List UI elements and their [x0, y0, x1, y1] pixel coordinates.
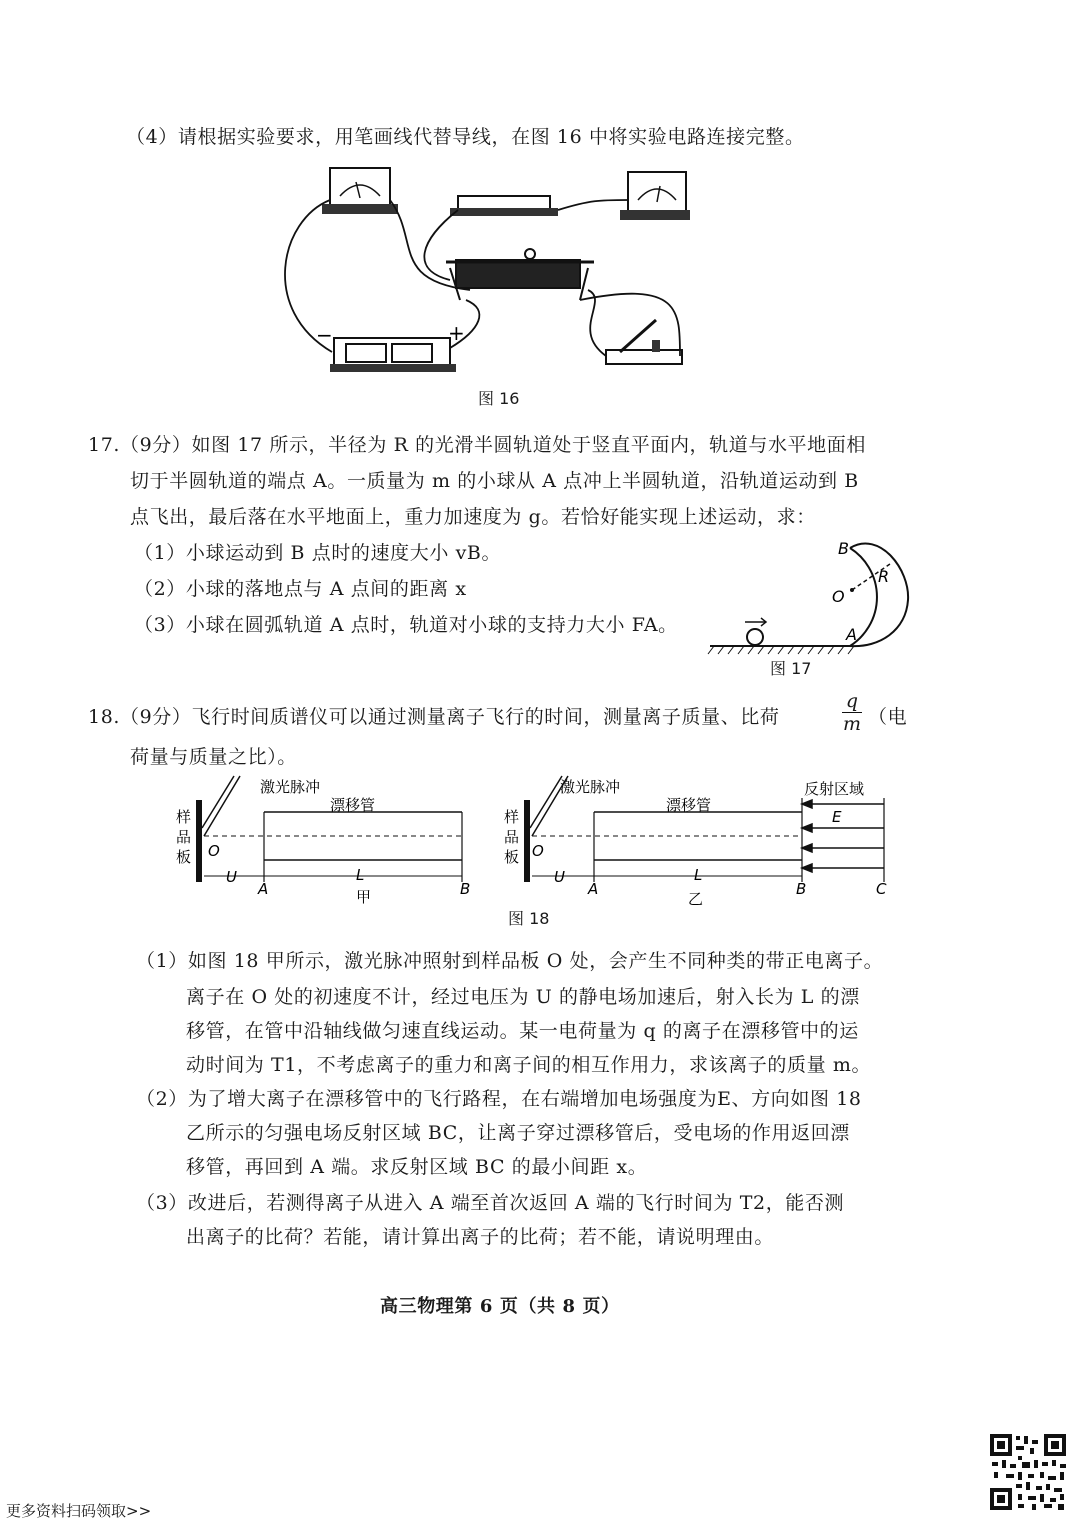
- q18-p1-line2: 离子在 O 处的初速度不计，经过电压为 U 的静电场加速后，射入长为 L 的漂: [186, 986, 860, 1008]
- q17-line2: 切于半圆轨道的端点 A。一质量为 m 的小球从 A 点冲上半圆轨道，沿轨道运动到 B: [130, 470, 859, 492]
- fig18b-plate-char2: 品: [504, 828, 520, 846]
- fig17-label-A: A: [846, 625, 857, 644]
- figure-17-track: [700, 530, 930, 680]
- fig18a-plate-char1: 样: [176, 808, 192, 826]
- fig18a-label-jia: 甲: [356, 888, 372, 906]
- fig17-label-R: R: [878, 567, 890, 586]
- q17-sub2: （2）小球的落地点与 A 点间的距离 x: [134, 578, 467, 600]
- fig18a-plate-char3: 板: [176, 848, 192, 866]
- fig18a-plate-char2: 品: [176, 828, 192, 846]
- fig18b-label-A: A: [588, 880, 599, 898]
- fig18b-laser-label: 激光脉冲: [560, 778, 621, 796]
- figure-18-caption: 图 18: [508, 909, 550, 928]
- fig18a-label-U: U: [226, 868, 237, 886]
- fig18a-laser-label: 激光脉冲: [260, 778, 321, 796]
- fig18a-label-B: B: [460, 880, 471, 898]
- fig18b-label-E: E: [832, 808, 842, 826]
- fig17-label-O: O: [832, 587, 845, 606]
- switch-icon: [606, 320, 682, 364]
- fig18b-reflect-label: 反射区域: [804, 780, 865, 798]
- fraction-denominator: m: [842, 713, 862, 735]
- q18-p3-line2: 出离子的比荷？若能，请计算出离子的比荷；若不能，请说明理由。: [186, 1226, 775, 1248]
- fig18a-tube-label: 漂移管: [330, 796, 376, 814]
- figure-16-circuit: [270, 160, 690, 375]
- fig18b-plate-char1: 样: [504, 808, 520, 826]
- q18-p1-line1: （1）如图 18 甲所示，激光脉冲照射到样品板 O 处，会产生不同种类的带正电离子。: [136, 950, 884, 972]
- page-number: 高三物理第 6 页（共 8 页）: [380, 1296, 620, 1317]
- q18-p1-line3: 移管，在管中沿轴线做匀速直线运动。某一电荷量为 q 的离子在漂移管中的运: [186, 1020, 859, 1042]
- q18-line2: 荷量与质量之比）。: [130, 746, 297, 768]
- fig18a-label-O: O: [208, 842, 220, 860]
- q18-p2-line3: 移管，再回到 A 端。求反射区域 BC 的最小间距 x。: [186, 1156, 648, 1178]
- q16-part4: （4）请根据实验要求，用笔画线代替导线，在图 16 中将实验电路连接完整。: [126, 126, 805, 148]
- fig18b-label-yi: 乙: [688, 890, 704, 908]
- figure-18-yi: [498, 770, 898, 910]
- ammeter-icon: [620, 172, 690, 220]
- q17-line3: 点飞出，最后落在水平地面上，重力加速度为 g。若恰好能实现上述运动，求：: [130, 506, 816, 528]
- q18-line1-end: （电: [868, 706, 908, 728]
- q17-line1: 17.（9分）如图 17 所示，半径为 R 的光滑半圆轨道处于竖直平面内，轨道与水平地面相: [88, 434, 866, 456]
- fig18b-label-C: C: [876, 880, 887, 898]
- figure-17-caption: 图 17: [770, 659, 812, 678]
- fig18b-plate-char3: 板: [504, 848, 520, 866]
- q17-sub3: （3）小球在圆弧轨道 A 点时，轨道对小球的支持力大小 FA。: [134, 614, 678, 636]
- q18-p2-line1: （2）为了增大离子在漂移管中的飞行路程，在右端增加电场强度为E、方向如图 18: [136, 1088, 862, 1110]
- q18-p3-line1: （3）改进后，若测得离子从进入 A 端至首次返回 A 端的飞行时间为 T2，能否测: [136, 1192, 845, 1214]
- more-resources-link[interactable]: 更多资料扫码领取>>: [6, 1502, 152, 1520]
- rheostat-icon: [446, 249, 594, 300]
- battery-icon: [330, 338, 456, 372]
- fig18b-label-L: L: [694, 866, 703, 884]
- q18-fraction: [842, 690, 862, 735]
- fig18b-label-O: O: [532, 842, 544, 860]
- fig18b-tube-label: 漂移管: [666, 796, 712, 814]
- q18-line1: 18.（9分）飞行时间质谱仪可以通过测量离子飞行的时间，测量离子质量、比荷: [88, 706, 780, 728]
- ball-icon: [747, 629, 763, 645]
- battery-minus-sign: −: [316, 323, 333, 347]
- q18-p2-line2: 乙所示的匀强电场反射区域 BC，让离子穿过漂移管后，受电场的作用返回漂: [186, 1122, 850, 1144]
- figure-18-jia: [170, 770, 490, 910]
- q18-p1-line4: 动时间为 T1，不考虑离子的重力和离子间的相互作用力，求该离子的质量 m。: [186, 1054, 872, 1076]
- figure-16-caption: 图 16: [478, 389, 520, 408]
- q17-sub1: （1）小球运动到 B 点时的速度大小 vB。: [134, 542, 502, 564]
- battery-plus-sign: +: [448, 321, 465, 345]
- qr-code-icon[interactable]: [988, 1432, 1068, 1512]
- fig18b-label-B: B: [796, 880, 807, 898]
- resistor-icon: [450, 196, 558, 216]
- fig17-label-B: B: [838, 539, 849, 558]
- fraction-numerator: q: [845, 690, 859, 712]
- fig18a-label-A: A: [258, 880, 269, 898]
- voltmeter-icon: [322, 168, 398, 214]
- fig18a-label-L: L: [356, 866, 365, 884]
- fig18b-label-U: U: [554, 868, 565, 886]
